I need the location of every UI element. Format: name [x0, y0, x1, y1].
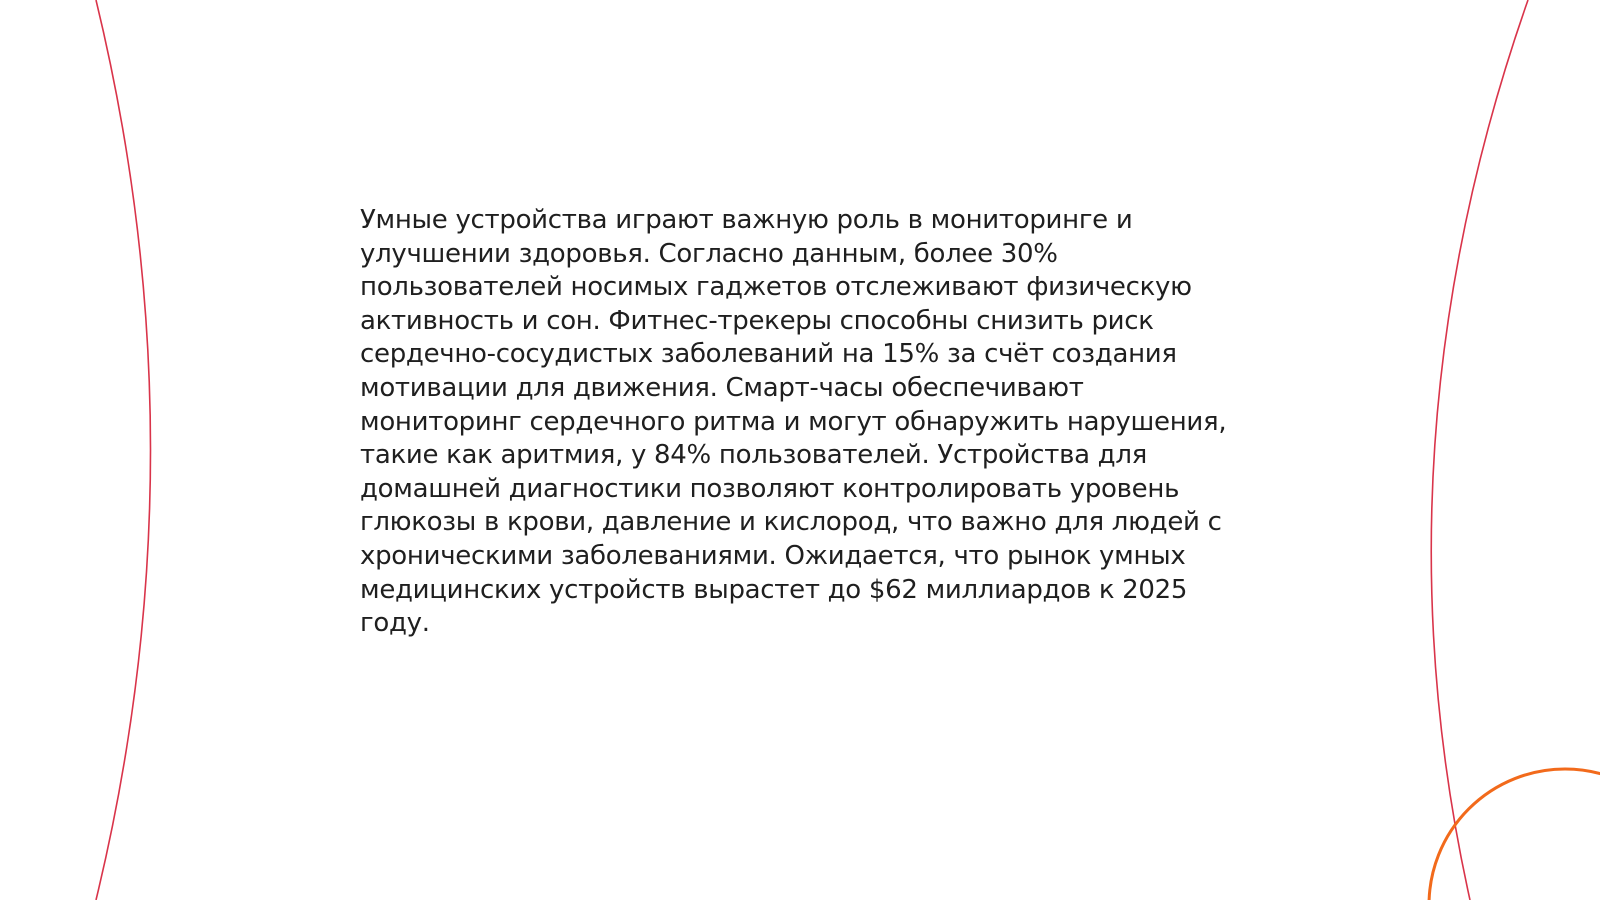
- paragraph-line: мотивации для движения. Смарт-часы обеспечивают: [360, 372, 1084, 403]
- main-paragraph: [360, 204, 1260, 641]
- paragraph-line: хроническими заболеваниями. Ожидается, что рынок умных: [360, 540, 1186, 571]
- paragraph-line: мониторинг сердечного ритма и могут обнаружить нарушения,: [360, 406, 1227, 437]
- paragraph-line: медицинских устройств вырастет до $62 миллиардов к 2025: [360, 574, 1188, 605]
- paragraph-line: такие как аритмия, у 84% пользователей. Устройства для: [360, 440, 1148, 471]
- paragraph-line: улучшении здоровья. Согласно данным, более 30%: [360, 238, 1058, 269]
- paragraph-line: сердечно-сосудистых заболеваний на 15% за счёт создания: [360, 339, 1177, 370]
- paragraph-line: домашней диагностики позволяют контролировать уровень: [360, 473, 1180, 504]
- orange-arc-circle: [1429, 769, 1600, 900]
- paragraph-line: глюкозы в крови, давление и кислород, что важно для людей с: [360, 507, 1222, 538]
- paragraph-line: пользователей носимых гаджетов отслеживают физическую: [360, 272, 1192, 303]
- paragraph-line: активность и сон. Фитнес-трекеры способны снизить риск: [360, 305, 1154, 336]
- left-curve-line: [96, 0, 151, 900]
- paragraph-line: Умные устройства играют важную роль в мониторинге и: [360, 205, 1133, 235]
- paragraph-line: году.: [360, 608, 430, 639]
- right-curve-line: [1431, 0, 1528, 900]
